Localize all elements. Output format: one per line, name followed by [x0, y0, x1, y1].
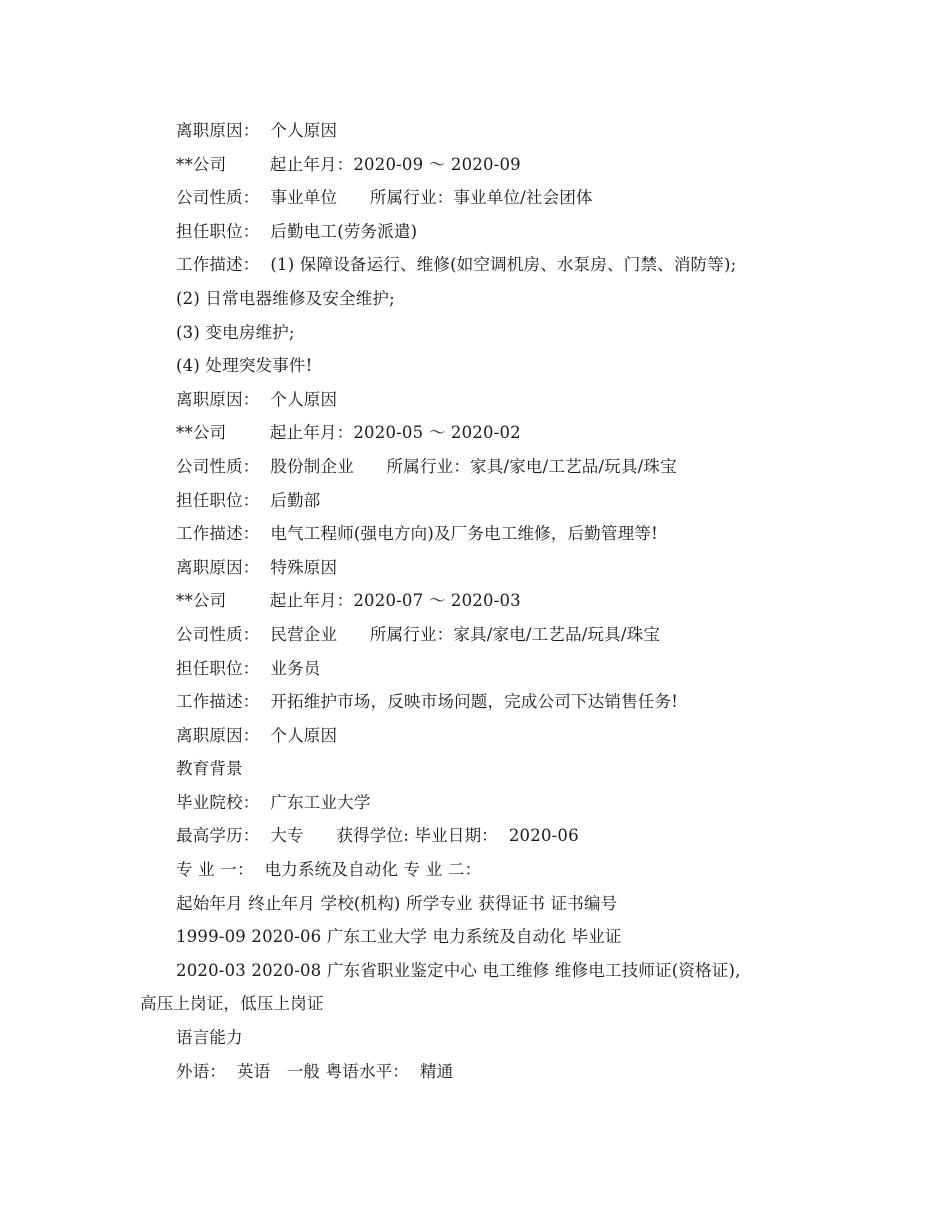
text-line: **公司 起止年月：2020-09 ～ 2020-09	[176, 154, 521, 174]
text-line-wrapped: 2020-03 2020-08 广东省职业鉴定中心 电工维修 维修电工技师证(资格证),	[176, 960, 741, 980]
section-heading-education: 教育背景	[176, 759, 243, 779]
resume-body	[140, 114, 830, 1088]
text-line: 外语： 英语 一般 粤语水平： 精通	[176, 1061, 454, 1081]
text-line: **公司 起止年月：2020-05 ～ 2020-02	[176, 423, 521, 443]
text-line: 1999-09 2020-06 广东工业大学 电力系统及自动化 毕业证	[176, 927, 622, 947]
text-line: 毕业院校： 广东工业大学	[176, 792, 371, 812]
text-line: (3) 变电房维护;	[176, 322, 295, 342]
text-line: 工作描述： (1) 保障设备运行、维修(如空调机房、水泵房、门禁、消防等);	[176, 255, 737, 275]
text-line: 工作描述： 开拓维护市场，反映市场问题，完成公司下达销售任务!	[176, 692, 679, 712]
section-heading-language: 语言能力	[176, 1028, 243, 1048]
text-line: 工作描述： 电气工程师(强电方向)及厂务电工维修，后勤管理等!	[176, 524, 658, 544]
text-line-continuation: 高压上岗证，低压上岗证	[140, 994, 324, 1014]
table-header-line: 起始年月 终止年月 学校(机构) 所学专业 获得证书 证书编号	[176, 893, 618, 913]
text-line: 公司性质： 民营企业 所属行业：家具/家电/工艺品/玩具/珠宝	[176, 624, 661, 644]
text-line: (4) 处理突发事件!	[176, 356, 313, 376]
text-line: 最高学历： 大专 获得学位: 毕业日期： 2020-06	[176, 826, 579, 846]
text-line: 公司性质： 事业单位 所属行业：事业单位/社会团体	[176, 188, 593, 208]
text-line: 担任职位： 后勤部	[176, 490, 321, 510]
text-line: (2) 日常电器维修及安全维护;	[176, 288, 395, 308]
text-line: 公司性质： 股份制企业 所属行业：家具/家电/工艺品/玩具/珠宝	[176, 456, 677, 476]
text-line: 离职原因： 特殊原因	[176, 557, 338, 577]
text-line: 离职原因： 个人原因	[176, 121, 338, 140]
text-line: 专 业 一： 电力系统及自动化 专 业 二：	[176, 860, 482, 880]
text-line: **公司 起止年月：2020-07 ～ 2020-03	[176, 591, 521, 611]
text-line: 离职原因： 个人原因	[176, 389, 338, 409]
text-line: 担任职位： 业务员	[176, 658, 321, 678]
text-line: 离职原因： 个人原因	[176, 725, 338, 745]
text-line: 担任职位： 后勤电工(劳务派遣)	[176, 221, 418, 241]
